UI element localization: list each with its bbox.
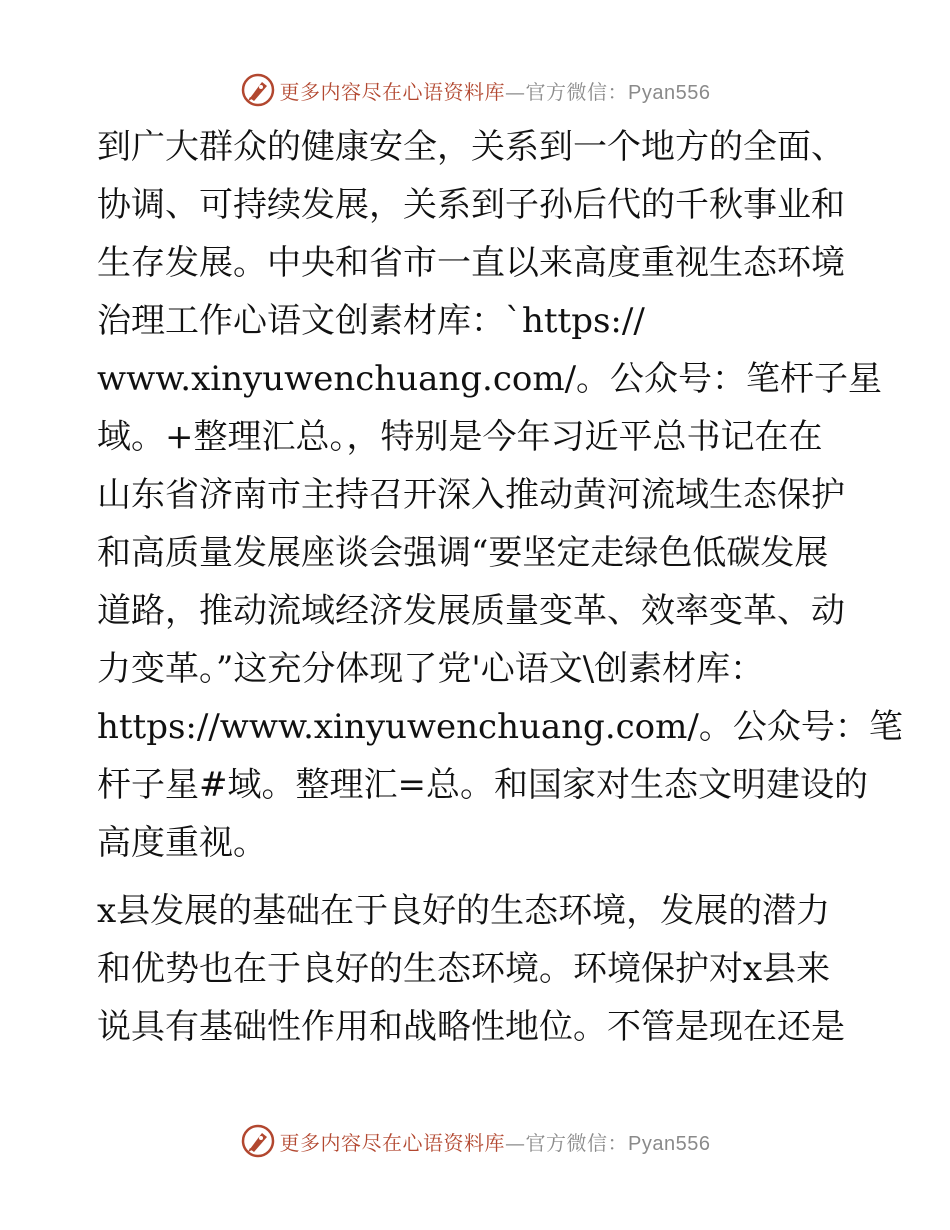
header-text-grey: —官方微信： (505, 79, 629, 104)
paragraph-1 (97, 118, 903, 872)
pen-nib-icon (240, 72, 276, 108)
text-line: https://www.xinyuwenchuang.com/。公众号：笔 (97, 707, 903, 747)
header-text (280, 76, 711, 105)
header-wechat-id: Pyan556 (628, 81, 711, 104)
paragraph-2 (97, 882, 857, 1056)
body-text (97, 118, 903, 1056)
text-line: 说具有基础性作用和战略性地位。不管是现在还是 (97, 1007, 845, 1047)
header-banner (0, 70, 950, 110)
text-line: 道路，推动流域经济发展质量变革、效率变革、动 (97, 591, 845, 631)
text-line: x县发展的基础在于良好的生态环境，发展的潜力 (97, 891, 831, 931)
text-line: 力变革。”这充分体现了党'心语文\创素材库： (97, 649, 765, 689)
text-line: 山东省济南市主持召开深入推动黄河流域生态保护 (97, 475, 845, 515)
text-line: 治理工作心语文创素材库：`https:// (97, 301, 645, 341)
pen-nib-icon (240, 1123, 276, 1159)
text-line: 到广大群众的健康安全，关系到一个地方的全面、 (97, 127, 845, 167)
header-text-red: 更多内容尽在心语资料库 (279, 79, 506, 104)
text-line: 杆子星#域。整理汇=总。和国家对生态文明建设的 (97, 765, 868, 805)
footer-text-grey: —官方微信： (505, 1130, 629, 1155)
footer-wechat-id: Pyan556 (628, 1132, 711, 1155)
text-line: 和高质量发展座谈会强调“要坚定走绿色低碳发展 (97, 533, 829, 573)
text-line: 和优势也在于良好的生态环境。环境保护对x县来 (97, 949, 831, 989)
text-line: 生存发展。中央和省市一直以来高度重视生态环境 (97, 243, 845, 283)
text-line: www.xinyuwenchuang.com/。公众号：笔杆子星 (97, 359, 883, 399)
footer-banner (0, 1121, 950, 1161)
paragraph-gap (97, 872, 857, 882)
text-line: 域。+整理汇总。，特别是今年习近平总书记在在 (97, 417, 823, 457)
text-line: 协调、可持续发展，关系到子孙后代的千秋事业和 (97, 185, 845, 225)
text-line: 高度重视。 (97, 823, 267, 863)
footer-text-red: 更多内容尽在心语资料库 (279, 1130, 506, 1155)
footer-text (280, 1127, 711, 1156)
